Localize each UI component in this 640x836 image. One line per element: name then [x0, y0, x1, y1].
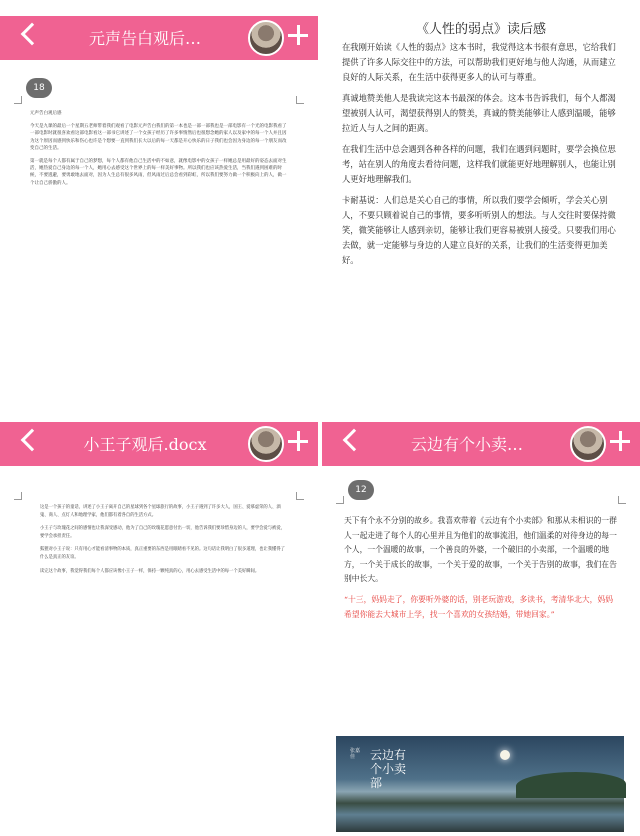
paragraph: 第一就是每个人都有属于自己的梦想，每个人都有他自己生活中的不如意，就像电影中的女孩子一样她总是用最好的姿态去面对生活，她热爱自己身边的每一个人，她用心去感受这个世界上的每一样美好事物。所以我们也应该热爱生活，当我们遇到困难的时候，不要逃避，要勇敢地去面对，因为人生总有很多风雨，但风雨过后总会看到彩虹，所以我们要努力做一个积极向上的人，做一个让自己骄傲的人。	[30, 159, 287, 186]
back-arrow-icon[interactable]	[21, 23, 44, 46]
paragraph: 狐狸对小王子说：只有用心才能看清事物的本质，真正重要的东西是用眼睛看不见的。这句话让我明白了很多道理，也让我懂得了什么是真正的友谊。	[40, 547, 285, 560]
page-corner-mark	[14, 492, 22, 500]
app-header	[322, 422, 640, 466]
book-title: 云边有个小卖部	[370, 748, 407, 790]
paragraph: 这是一个孩子的童话，讲述了小王子离开自己的星球到各个星球旅行的故事，小王子遇到了许多大人，国王、爱慕虚荣的人、酒鬼、商人、点灯人和地理学家，他们都有着各自的生活方式。	[40, 505, 281, 518]
document-view-top-right	[322, 0, 640, 418]
page-number-badge: 12	[348, 480, 374, 500]
page-corner-mark	[296, 96, 304, 104]
document-view-bottom-left	[0, 420, 318, 836]
quoted-paragraph: “十三，妈妈走了，你要听外婆的话，别老玩游戏，多读书，考清华北大，妈妈希望你能去大城市上学，找一个喜欢的女孩结婚，带她回家。”	[344, 594, 614, 619]
hill-shape	[516, 772, 626, 798]
plus-icon[interactable]	[288, 431, 308, 451]
document-body	[40, 504, 286, 714]
paragraph: 读完这个故事，我觉得我们每个人都应该像小王子一样，保持一颗纯真的心，用心去感受生活中的每一个美好瞬间。	[40, 568, 260, 574]
document-title: 元声告白观后…	[88, 29, 201, 48]
document-heading: 元声告白观后感	[30, 111, 62, 116]
book-author: 张嘉佳	[350, 748, 361, 760]
document-view-top-left	[0, 0, 318, 418]
book-cover-image	[336, 736, 624, 832]
paragraph: 在我们生活中总会遇到各种各样的问题，我们在遇到问题时，要学会换位思考，站在别人的角度去看待问题，这样我们就能更好地理解别人，也能让别人更好地理解我们。	[342, 144, 616, 184]
avatar[interactable]	[248, 426, 284, 462]
app-header	[0, 16, 318, 60]
document-body	[342, 40, 622, 415]
page-corner-mark	[296, 492, 304, 500]
paragraph: 天下有个永不分别的故乡。我喜欢带着《云边有个小卖部》和那从未相识的一群人一起走进了每个人的心里并且为他们的故事流泪，他们温柔的对待身边的每一个人，一个温暖的故事，一个善良的外婆，一个破旧的小卖部，一个温暖的地方，一个关于成长的故事，一个关于爱的故事，一个关于告别的故事，我们在告别中长大。	[344, 516, 617, 584]
page-number-badge: 18	[26, 78, 52, 98]
document-body	[344, 514, 620, 732]
paragraph: 在我刚开始读《人性的弱点》这本书时，我觉得这本书很有意思，它给我们提供了许多人际交往中的方法，可以帮助我们更好地与他人沟通，从而建立良好的人际关系，在生活中获得更多人的认可与尊重。	[342, 42, 616, 82]
document-title: 小王子观后.docx	[83, 435, 207, 454]
document-body	[30, 110, 288, 410]
essay-title: 《人性的弱点》读后感	[415, 22, 546, 37]
plus-icon[interactable]	[288, 25, 308, 45]
paragraph: 卡耐基说：人们总是关心自己的事情，所以我们要学会倾听，学会关心别人，不要只顾着说自己的事情，要多听听别人的想法。与人交往时要保持微笑，微笑能够让人感到亲切，能够让我们更容易被别人接受。只要我们用心去做，就一定能够与身边的人建立良好的关系，让我们的生活变得更加美好。	[342, 195, 616, 265]
back-arrow-icon[interactable]	[21, 429, 44, 452]
page-corner-mark	[618, 496, 626, 504]
document-view-bottom-right	[322, 420, 640, 836]
avatar[interactable]	[248, 20, 284, 56]
paragraph: 今天是九课的最后一个星期五老师带着我们观看了电影元声告白我们的第一本也是一部一部我也是一部电影有一个光的电影我看了一部电影时就很喜欢看这部电影看这一部书它讲述了一个女孩子经历了许多事情然后也很想念她的家人以及家中的每一个人并且因为这个原因而感到快乐和伤心也许是个想要一直到我们长大以后的每一天都是开心快乐的日子我们也会因为身边的每一个朋友而改变自己的生活。	[30, 124, 287, 151]
page-corner-mark	[14, 96, 22, 104]
document-title: 云边有个小卖…	[410, 435, 523, 454]
page-corner-mark	[336, 496, 344, 504]
paragraph: 小王子与玫瑰花之间的感情也让我深受感动，他为了自己的玫瑰花愿意付出一切，他告诉我们要珍惜身边的人，要学会爱与被爱，要学会承担责任。	[40, 526, 285, 539]
avatar[interactable]	[570, 426, 606, 462]
plus-icon[interactable]	[610, 431, 630, 451]
moon-shape	[500, 750, 510, 760]
app-header	[0, 422, 318, 466]
paragraph: 真诚地赞美他人是我读完这本书最深的体会。这本书告诉我们，每个人都渴望被别人认可，渴望获得别人的赞美，真诚的赞美能够让人感到温暖，能够拉近人与人之间的距离。	[342, 93, 616, 133]
back-arrow-icon[interactable]	[343, 429, 366, 452]
